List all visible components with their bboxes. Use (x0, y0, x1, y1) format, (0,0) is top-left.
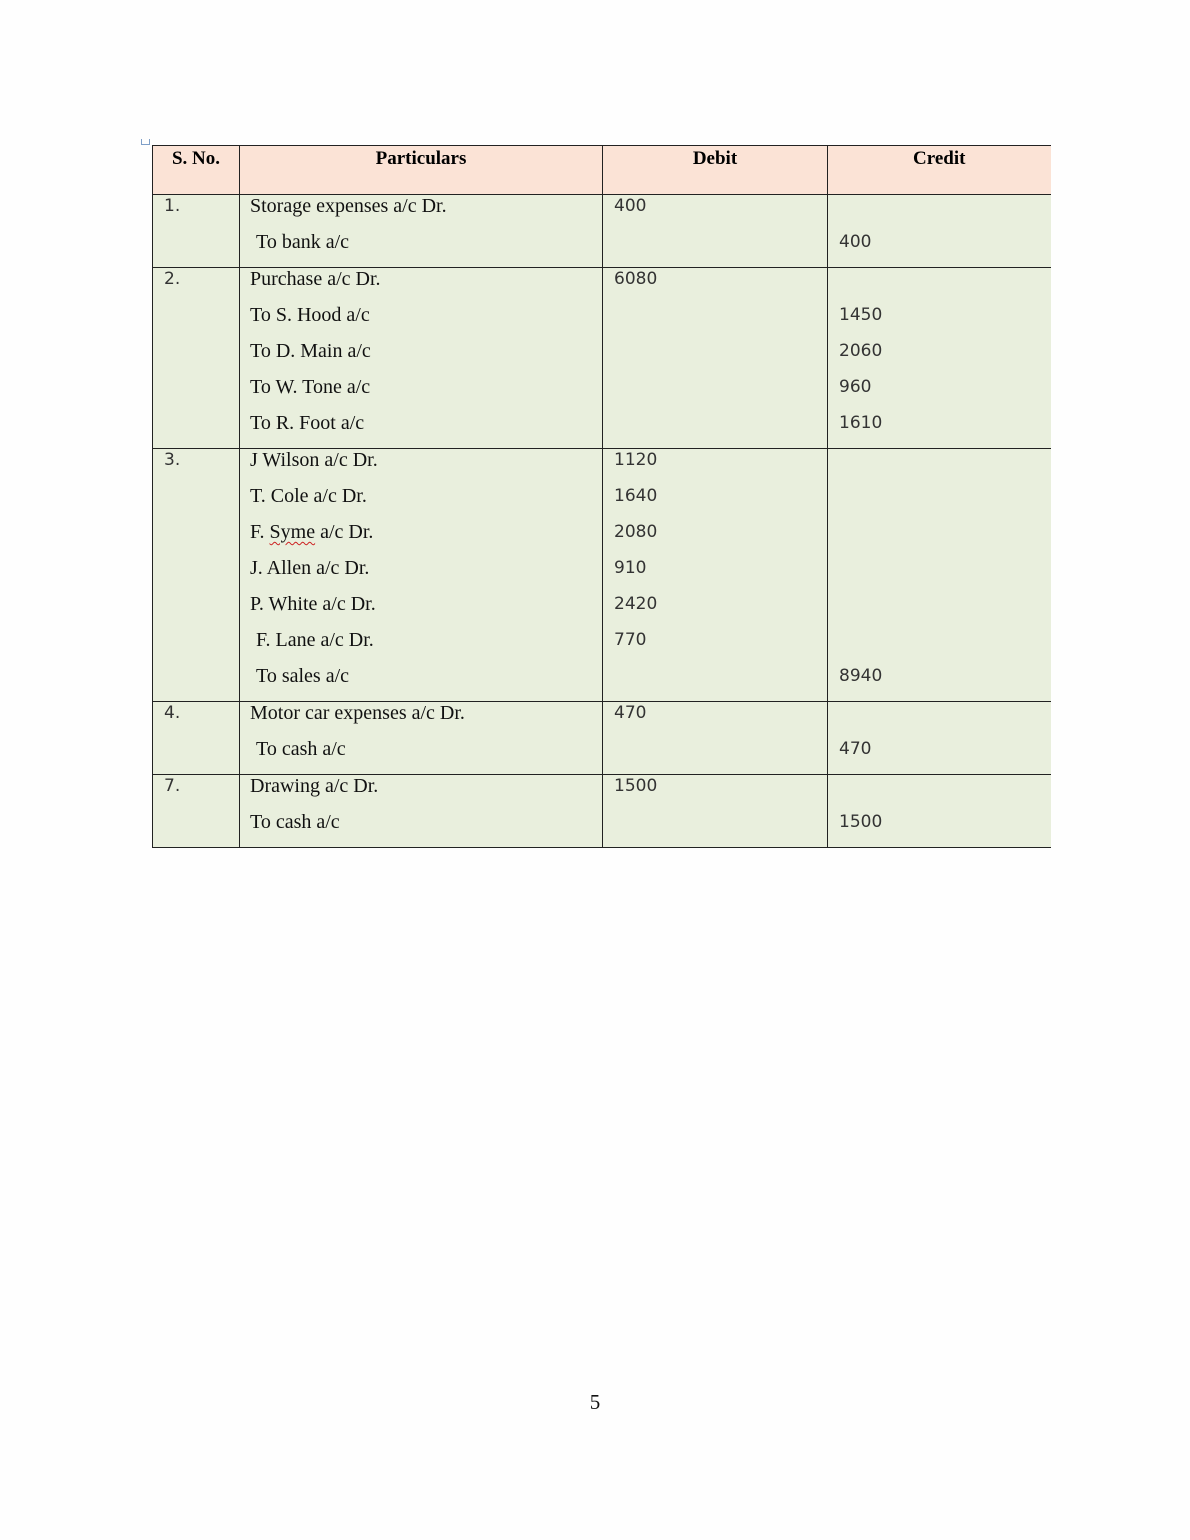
particulars-value: T. Cole a/c Dr. (250, 485, 367, 507)
particulars-value: To cash a/c (256, 738, 346, 760)
sno-cell (153, 195, 240, 268)
debit-value (603, 304, 827, 340)
debit-value (603, 231, 827, 267)
particulars-value: Drawing a/c Dr. (250, 775, 379, 797)
debit-value: 2080 (614, 522, 658, 542)
credit-value (828, 485, 1051, 521)
particulars-cell (240, 195, 603, 268)
particulars-cell (240, 268, 603, 449)
particulars-value: To D. Main a/c (250, 340, 371, 362)
debit-value (603, 376, 827, 412)
particulars-cell (240, 702, 603, 775)
credit-cell (828, 702, 1051, 775)
table-row (153, 702, 1051, 775)
table-header-row (153, 146, 1051, 195)
credit-cell (828, 449, 1051, 702)
table-row (153, 195, 1051, 268)
debit-cell (603, 702, 828, 775)
debit-value (603, 811, 827, 847)
credit-value: 470 (839, 739, 872, 759)
credit-value (828, 557, 1051, 593)
debit-cell (603, 775, 828, 848)
sno-value: 7. (164, 776, 181, 796)
debit-value (603, 665, 827, 701)
spellcheck-underline: Syme (269, 521, 316, 543)
particulars-value: Motor car expenses a/c Dr. (250, 702, 465, 724)
credit-value (828, 268, 1051, 304)
particulars-value: To W. Tone a/c (250, 376, 371, 398)
particulars-value: F. Lane a/c Dr. (256, 629, 374, 651)
header-sno: S. No. (153, 146, 240, 195)
particulars-value: P. White a/c Dr. (250, 593, 376, 615)
credit-value: 1610 (839, 413, 883, 433)
debit-cell (603, 195, 828, 268)
sno-value: 3. (164, 450, 181, 470)
debit-value (603, 412, 827, 448)
credit-value (828, 629, 1051, 665)
particulars-value: To cash a/c (250, 811, 340, 833)
header-particulars: Particulars (240, 146, 603, 195)
debit-value: 470 (614, 703, 647, 723)
debit-value: 6080 (614, 269, 658, 289)
debit-value (603, 340, 827, 376)
page-number: 5 (589, 1390, 601, 1414)
journal-table (152, 145, 1051, 848)
sno-cell (153, 702, 240, 775)
credit-value (828, 195, 1051, 231)
credit-cell (828, 268, 1051, 449)
credit-value (828, 702, 1051, 738)
credit-value: 1450 (839, 305, 883, 325)
particulars-value: J. Allen a/c Dr. (250, 557, 370, 579)
sno-value: 1. (164, 196, 181, 216)
table-move-handle-icon[interactable] (141, 139, 150, 145)
credit-value: 400 (839, 232, 872, 252)
credit-value: 1500 (839, 812, 883, 832)
header-credit: Credit (828, 146, 1051, 195)
debit-value: 1120 (614, 450, 658, 470)
credit-cell (828, 775, 1051, 848)
particulars-cell (240, 775, 603, 848)
debit-cell (603, 449, 828, 702)
table-row (153, 449, 1051, 702)
sno-value: 4. (164, 703, 181, 723)
credit-value (828, 521, 1051, 557)
table-row (153, 268, 1051, 449)
particulars-value: F. Syme a/c Dr. (250, 521, 374, 543)
sno-value: 2. (164, 269, 181, 289)
debit-value: 400 (614, 196, 647, 216)
debit-cell (603, 268, 828, 449)
credit-cell (828, 195, 1051, 268)
particulars-cell (240, 449, 603, 702)
sno-cell (153, 449, 240, 702)
credit-value: 960 (839, 377, 872, 397)
credit-value (828, 775, 1051, 811)
credit-value: 8940 (839, 666, 883, 686)
sno-cell (153, 268, 240, 449)
particulars-value: To sales a/c (256, 665, 350, 687)
credit-value (828, 449, 1051, 485)
credit-value (828, 593, 1051, 629)
debit-value: 1500 (614, 776, 658, 796)
debit-value: 1640 (614, 486, 658, 506)
particulars-value: To R. Foot a/c (250, 412, 365, 434)
particulars-value: Storage expenses a/c Dr. (250, 195, 447, 217)
header-debit: Debit (603, 146, 828, 195)
debit-value: 770 (614, 630, 647, 650)
debit-value (603, 738, 827, 774)
particulars-value: To S. Hood a/c (250, 304, 370, 326)
journal-body (153, 195, 1051, 848)
table-row (153, 775, 1051, 848)
debit-value: 2420 (614, 594, 658, 614)
particulars-value: To bank a/c (256, 231, 350, 253)
particulars-value: Purchase a/c Dr. (250, 268, 381, 290)
debit-value: 910 (614, 558, 647, 578)
credit-value: 2060 (839, 341, 883, 361)
sno-cell (153, 775, 240, 848)
particulars-value: J Wilson a/c Dr. (250, 449, 378, 471)
